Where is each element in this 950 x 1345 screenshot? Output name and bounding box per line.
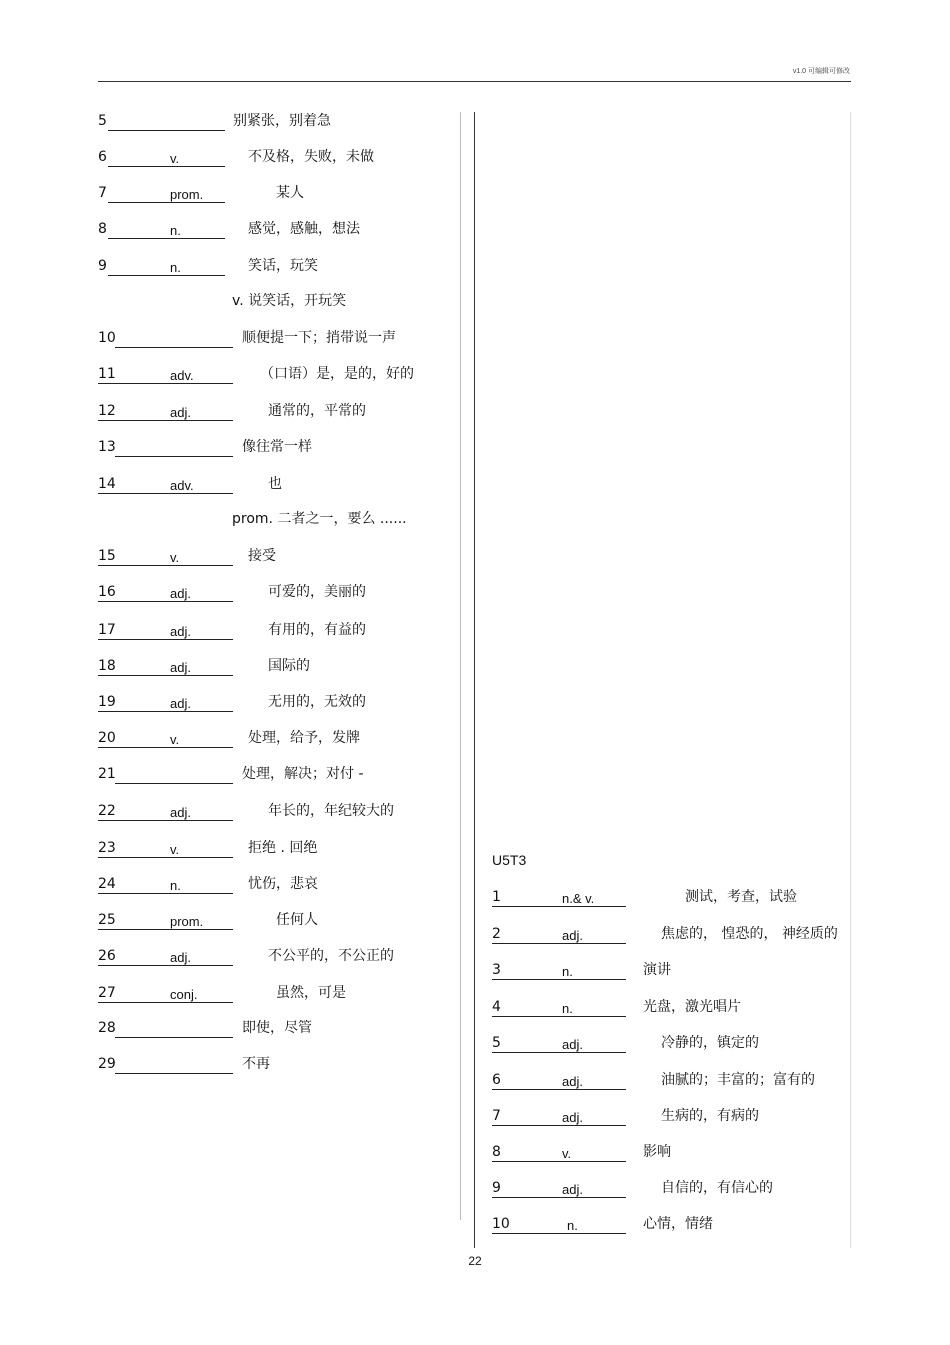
part-of-speech: adj. bbox=[562, 1182, 583, 1197]
entry-number: 6 bbox=[492, 1072, 501, 1088]
vocab-row bbox=[98, 946, 458, 966]
part-of-speech: adj. bbox=[170, 624, 191, 639]
entry-number: 28 bbox=[98, 1020, 116, 1036]
entry-number: 26 bbox=[98, 948, 116, 964]
part-of-speech: v. bbox=[170, 842, 180, 857]
answer-blank bbox=[492, 960, 626, 980]
extra-meaning-either: prom. 二者之一，要么 ...... bbox=[232, 511, 407, 527]
answer-blank bbox=[492, 1214, 626, 1234]
entry-number: 10 bbox=[98, 330, 116, 346]
entry-number: 1 bbox=[492, 889, 501, 905]
entry-number: 16 bbox=[98, 584, 116, 600]
answer-blank bbox=[98, 946, 233, 966]
entry-number: 22 bbox=[98, 803, 116, 819]
answer-blank bbox=[98, 910, 233, 930]
answer-blank bbox=[108, 111, 225, 131]
answer-blank bbox=[98, 364, 233, 384]
entry-number: 15 bbox=[98, 548, 116, 564]
entry-number: 24 bbox=[98, 876, 116, 892]
vocab-row bbox=[492, 924, 848, 944]
entry-number: 3 bbox=[492, 962, 501, 978]
part-of-speech: n. bbox=[562, 964, 573, 979]
part-of-speech: v. bbox=[170, 732, 180, 747]
vocab-row bbox=[98, 437, 458, 457]
entry-number: 14 bbox=[98, 476, 116, 492]
part-of-speech: adj. bbox=[562, 1110, 583, 1125]
vocab-row bbox=[492, 1214, 848, 1234]
answer-blank bbox=[98, 692, 233, 712]
chinese-meaning: 像往常一样 bbox=[242, 439, 312, 455]
vocab-row bbox=[98, 910, 458, 930]
part-of-speech: adj. bbox=[562, 928, 583, 943]
chinese-meaning: 笑话，玩笑 bbox=[248, 258, 318, 274]
part-of-speech: v. bbox=[170, 151, 180, 166]
vocab-row bbox=[492, 1070, 848, 1090]
chinese-meaning: 生病的，有病的 bbox=[661, 1108, 759, 1124]
answer-blank bbox=[108, 256, 225, 276]
answer-blank bbox=[98, 582, 233, 602]
part-of-speech: adj. bbox=[170, 805, 191, 820]
vocab-row bbox=[98, 1018, 458, 1038]
answer-blank bbox=[98, 656, 233, 676]
vocab-row bbox=[98, 728, 458, 748]
answer-blank bbox=[492, 1070, 626, 1090]
entry-number: 10 bbox=[492, 1216, 510, 1232]
entry-number: 7 bbox=[492, 1108, 501, 1124]
vocab-row bbox=[492, 1142, 848, 1162]
entry-number: 8 bbox=[492, 1144, 501, 1160]
part-of-speech: adv. bbox=[170, 368, 194, 383]
vocab-row bbox=[98, 219, 458, 239]
chinese-meaning: 拒绝 . 回绝 bbox=[248, 840, 318, 856]
chinese-meaning: 处理，解决；对付 - bbox=[242, 766, 364, 782]
entry-number: 17 bbox=[98, 622, 116, 638]
part-of-speech: adj. bbox=[170, 950, 191, 965]
part-of-speech: adj. bbox=[170, 696, 191, 711]
vocab-row bbox=[98, 183, 458, 203]
right-column-divider bbox=[474, 112, 475, 1248]
chinese-meaning: 冷静的，镇定的 bbox=[661, 1035, 759, 1051]
part-of-speech: adj. bbox=[562, 1037, 583, 1052]
vocab-row bbox=[98, 838, 458, 858]
chinese-meaning: 自信的，有信心的 bbox=[661, 1180, 773, 1196]
chinese-meaning: 任何人 bbox=[276, 912, 318, 928]
answer-blank bbox=[98, 801, 233, 821]
vocab-row bbox=[492, 997, 848, 1017]
answer-blank bbox=[98, 728, 233, 748]
chinese-meaning: 不公平的，不公正的 bbox=[268, 948, 394, 964]
answer-blank bbox=[108, 219, 225, 239]
entry-number: 27 bbox=[98, 985, 116, 1001]
part-of-speech: prom. bbox=[170, 187, 204, 202]
vocab-row bbox=[492, 960, 848, 980]
answer-blank bbox=[98, 983, 233, 1003]
chinese-meaning: 虽然，可是 bbox=[276, 985, 346, 1001]
vocab-row bbox=[492, 887, 848, 907]
answer-blank bbox=[492, 887, 626, 907]
vocab-row bbox=[492, 1106, 848, 1126]
answer-blank bbox=[115, 1018, 233, 1038]
chinese-meaning: 年长的，年纪较大的 bbox=[268, 803, 394, 819]
chinese-meaning: 油腻的；丰富的；富有的 bbox=[661, 1072, 815, 1088]
part-of-speech: adv. bbox=[170, 478, 194, 493]
chinese-meaning: 不及格，失败，未做 bbox=[248, 149, 374, 165]
entry-number: 13 bbox=[98, 439, 116, 455]
answer-blank bbox=[98, 401, 233, 421]
entry-number: 11 bbox=[98, 366, 116, 382]
vocab-row bbox=[98, 1054, 458, 1074]
chinese-meaning: 接受 bbox=[248, 548, 276, 564]
chinese-meaning: 无用的，无效的 bbox=[268, 694, 366, 710]
vocab-row bbox=[492, 1033, 848, 1053]
part-of-speech: adj. bbox=[562, 1074, 583, 1089]
part-of-speech: n. bbox=[567, 1218, 578, 1233]
answer-blank bbox=[492, 924, 626, 944]
entry-number: 19 bbox=[98, 694, 116, 710]
entry-number: 25 bbox=[98, 912, 116, 928]
chinese-meaning: 即使，尽管 bbox=[242, 1020, 312, 1036]
entry-number: 20 bbox=[98, 730, 116, 746]
part-of-speech: v. bbox=[562, 1146, 572, 1161]
vocab-row bbox=[98, 546, 458, 566]
answer-blank bbox=[98, 474, 233, 494]
vocab-row bbox=[98, 764, 458, 784]
chinese-meaning: 不再 bbox=[242, 1056, 270, 1072]
answer-blank bbox=[98, 838, 233, 858]
answer-blank bbox=[115, 1054, 233, 1074]
entry-number: 7 bbox=[98, 185, 107, 201]
vocab-row bbox=[98, 401, 458, 421]
entry-number: 6 bbox=[98, 149, 107, 165]
entry-number: 9 bbox=[98, 258, 107, 274]
part-of-speech: n. bbox=[562, 1001, 573, 1016]
chinese-meaning: 演讲 bbox=[643, 962, 671, 978]
part-of-speech: conj. bbox=[170, 987, 198, 1002]
chinese-meaning: 国际的 bbox=[268, 658, 310, 674]
entry-number: 29 bbox=[98, 1056, 116, 1072]
part-of-speech: v. bbox=[170, 550, 180, 565]
answer-blank bbox=[115, 437, 233, 457]
part-of-speech: n.& v. bbox=[562, 891, 595, 906]
left-column-divider bbox=[460, 112, 461, 1220]
entry-number: 21 bbox=[98, 766, 116, 782]
vocab-row bbox=[98, 364, 458, 384]
part-of-speech: prom. bbox=[170, 914, 204, 929]
vocab-row bbox=[98, 983, 458, 1003]
vocab-row bbox=[492, 1178, 848, 1198]
entry-number: 23 bbox=[98, 840, 116, 856]
answer-blank bbox=[108, 183, 225, 203]
vocab-row bbox=[98, 620, 458, 640]
right-edge-rule bbox=[850, 112, 851, 1248]
chinese-meaning: 顺便提一下；捎带说一声 bbox=[242, 330, 396, 346]
vocab-row bbox=[98, 582, 458, 602]
section-title: U5T3 bbox=[492, 852, 527, 868]
chinese-meaning: 感觉，感触，想法 bbox=[248, 221, 360, 237]
entry-number: 8 bbox=[98, 221, 107, 237]
part-of-speech: n. bbox=[170, 223, 181, 238]
answer-blank bbox=[108, 147, 225, 167]
chinese-meaning: （口语）是，是的，好的 bbox=[260, 366, 414, 382]
part-of-speech: n. bbox=[170, 878, 181, 893]
chinese-meaning: 心情，情绪 bbox=[643, 1216, 713, 1232]
entry-number: 12 bbox=[98, 403, 116, 419]
entry-number: 18 bbox=[98, 658, 116, 674]
part-of-speech: adj. bbox=[170, 586, 191, 601]
vocab-row bbox=[98, 474, 458, 494]
chinese-meaning: 可爱的，美丽的 bbox=[268, 584, 366, 600]
header-rule bbox=[98, 81, 851, 82]
chinese-meaning: 也 bbox=[268, 476, 282, 492]
answer-blank bbox=[492, 997, 626, 1017]
answer-blank bbox=[98, 546, 233, 566]
vocab-row bbox=[98, 801, 458, 821]
header-version-tag: v1.0 可编辑可修改 bbox=[792, 68, 850, 75]
answer-blank bbox=[492, 1142, 626, 1162]
vocab-row bbox=[98, 111, 458, 131]
vocab-row bbox=[98, 874, 458, 894]
vocab-row bbox=[98, 692, 458, 712]
answer-blank bbox=[492, 1033, 626, 1053]
chinese-meaning: 通常的，平常的 bbox=[268, 403, 366, 419]
chinese-meaning: 某人 bbox=[276, 185, 304, 201]
part-of-speech: adj. bbox=[170, 405, 191, 420]
chinese-meaning: 处理，给予，发牌 bbox=[248, 730, 360, 746]
vocab-row bbox=[98, 328, 458, 348]
page-number: 22 bbox=[468, 1254, 482, 1268]
chinese-meaning: 有用的，有益的 bbox=[268, 622, 366, 638]
chinese-meaning: 忧伤，悲哀 bbox=[248, 876, 318, 892]
entry-number: 2 bbox=[492, 926, 501, 942]
vocab-row bbox=[98, 147, 458, 167]
entry-number: 9 bbox=[492, 1180, 501, 1196]
answer-blank bbox=[98, 874, 233, 894]
answer-blank bbox=[115, 764, 233, 784]
answer-blank bbox=[98, 620, 233, 640]
entry-number: 5 bbox=[492, 1035, 501, 1051]
chinese-meaning: 焦虑的， 惶恐的， 神经质的 bbox=[661, 926, 838, 942]
vocab-row bbox=[98, 656, 458, 676]
vocab-row bbox=[98, 256, 458, 276]
entry-number: 5 bbox=[98, 113, 107, 129]
chinese-meaning: 测试，考查，试验 bbox=[685, 889, 797, 905]
answer-blank bbox=[115, 328, 233, 348]
entry-number: 4 bbox=[492, 999, 501, 1015]
part-of-speech: adj. bbox=[170, 660, 191, 675]
part-of-speech: n. bbox=[170, 260, 181, 275]
chinese-meaning: 别紧张，别着急 bbox=[233, 113, 331, 129]
chinese-meaning: 光盘，激光唱片 bbox=[643, 999, 741, 1015]
extra-meaning-joke-verb: v. 说笑话，开玩笑 bbox=[232, 293, 347, 309]
answer-blank bbox=[492, 1106, 626, 1126]
chinese-meaning: 影响 bbox=[643, 1144, 671, 1160]
answer-blank bbox=[492, 1178, 626, 1198]
